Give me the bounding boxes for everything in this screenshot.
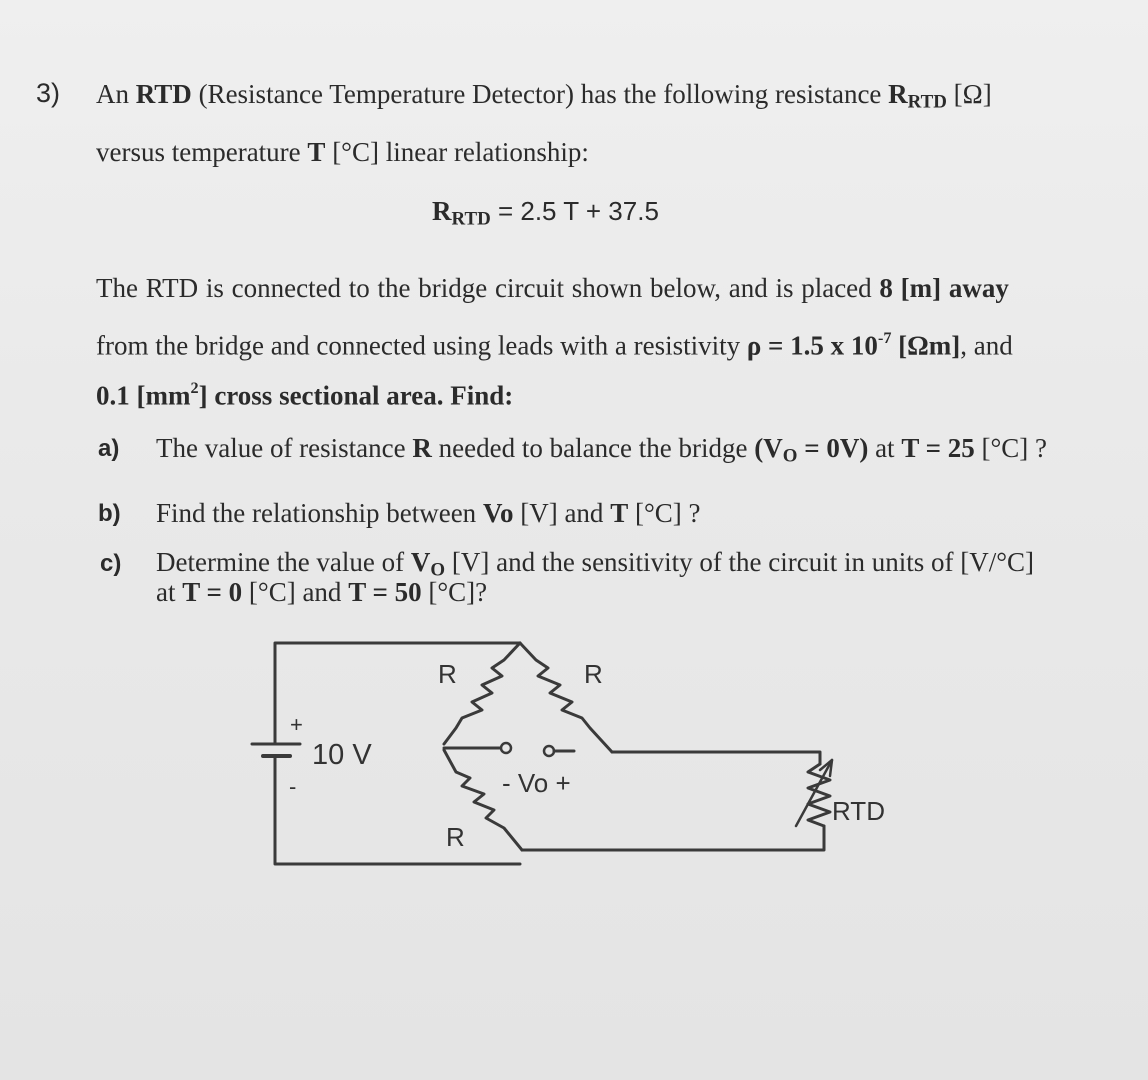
battery-minus-sign: - <box>289 774 297 799</box>
distance-unit: [m] away <box>892 273 1009 303</box>
part-c-temp50: T = 50 <box>348 577 422 607</box>
vo-minus-terminal <box>501 743 511 753</box>
part-a-vo: (V <box>754 433 783 463</box>
part-a-temp: T = 25 <box>901 433 975 463</box>
r-top-right-label: R <box>584 659 603 689</box>
part-c-t2: [V] and the sensitivity of the circuit in units of [V/°C] <box>445 547 1035 577</box>
ohm-unit: [Ω] <box>946 79 992 109</box>
part-c-vo: V <box>410 547 431 577</box>
area-value: 0.1 <box>96 380 130 411</box>
r-top-left-label: R <box>438 659 457 689</box>
part-b-t: T <box>610 498 629 528</box>
question-number: 3) <box>36 78 61 108</box>
part-c-t3: at <box>156 577 183 607</box>
source-voltage-label: 10 V <box>312 739 372 771</box>
rtd-resistor <box>808 764 830 826</box>
part-b-label: b) <box>98 500 121 527</box>
part-c-t4: [°C] and <box>242 577 349 607</box>
part-b-t3: [°C] ? <box>628 498 701 528</box>
area-unit: [mm <box>129 380 191 411</box>
part-a-t2: needed to balance the bridge <box>431 433 755 463</box>
distance-value: 8 <box>879 273 893 303</box>
para2-text-end: , and <box>960 330 1013 361</box>
r-bottom-left-label: R <box>446 822 465 852</box>
area-exponent: 2 <box>190 379 199 397</box>
part-a-unit: [°C] ? <box>974 433 1048 463</box>
battery-plus-sign: + <box>290 712 303 737</box>
para2-text: from the bridge and connected using leads with a resistivity <box>96 330 747 361</box>
intro-text-cont: (Resistance Temperature Detector) has the following resistance <box>191 79 889 109</box>
part-a-r: R <box>412 433 432 463</box>
temperature-symbol: T <box>307 137 326 167</box>
part-b-t1: Find the relationship between <box>156 498 483 528</box>
part-c-label: c) <box>100 550 122 577</box>
part-b-vo: Vo <box>482 498 514 528</box>
resistance-subscript: RTD <box>907 91 947 113</box>
equation-lhs-subscript: RTD <box>451 208 491 230</box>
area-text: ] cross sectional area. Find: <box>198 380 514 411</box>
equation-rhs: = 2.5 T + 37.5 <box>490 196 659 226</box>
resistance-symbol: R <box>888 79 908 109</box>
part-a-t3: at <box>868 433 902 463</box>
resistivity-unit: [Ωm] <box>891 330 961 361</box>
resistivity-value: ρ = 1.5 x 10 <box>746 330 878 361</box>
part-a-t1: The value of resistance <box>156 433 413 463</box>
intro2-text-cont: [°C] linear relationship: <box>325 137 589 167</box>
wire-right-top <box>612 752 820 764</box>
wire-bottom <box>275 762 520 864</box>
rtd-bold: RTD <box>135 79 192 109</box>
part-b-t2: [V] and <box>513 498 611 528</box>
intro2-text: versus temperature <box>96 137 308 167</box>
intro-text: An <box>96 79 136 109</box>
rtd-label: RTD <box>832 796 885 826</box>
part-c-t5: [°C]? <box>421 577 488 607</box>
part-a-vo-sub: O <box>782 445 798 467</box>
part-c-temp0: T = 0 <box>182 577 243 607</box>
vo-label: - Vo + <box>502 768 571 798</box>
equation-lhs: R <box>432 196 452 226</box>
part-a-vo-val: = 0V) <box>797 433 869 463</box>
resistivity-exponent: -7 <box>877 329 892 347</box>
rtd-arrow-line <box>796 760 832 826</box>
part-c-t1: Determine the value of <box>156 547 411 577</box>
part-c-vo-sub: O <box>430 559 446 581</box>
part-a-label: a) <box>98 435 120 462</box>
wire-right-bottom <box>522 826 824 850</box>
para1-text: The RTD is connected to the bridge circuit shown below, and is placed <box>96 273 880 303</box>
